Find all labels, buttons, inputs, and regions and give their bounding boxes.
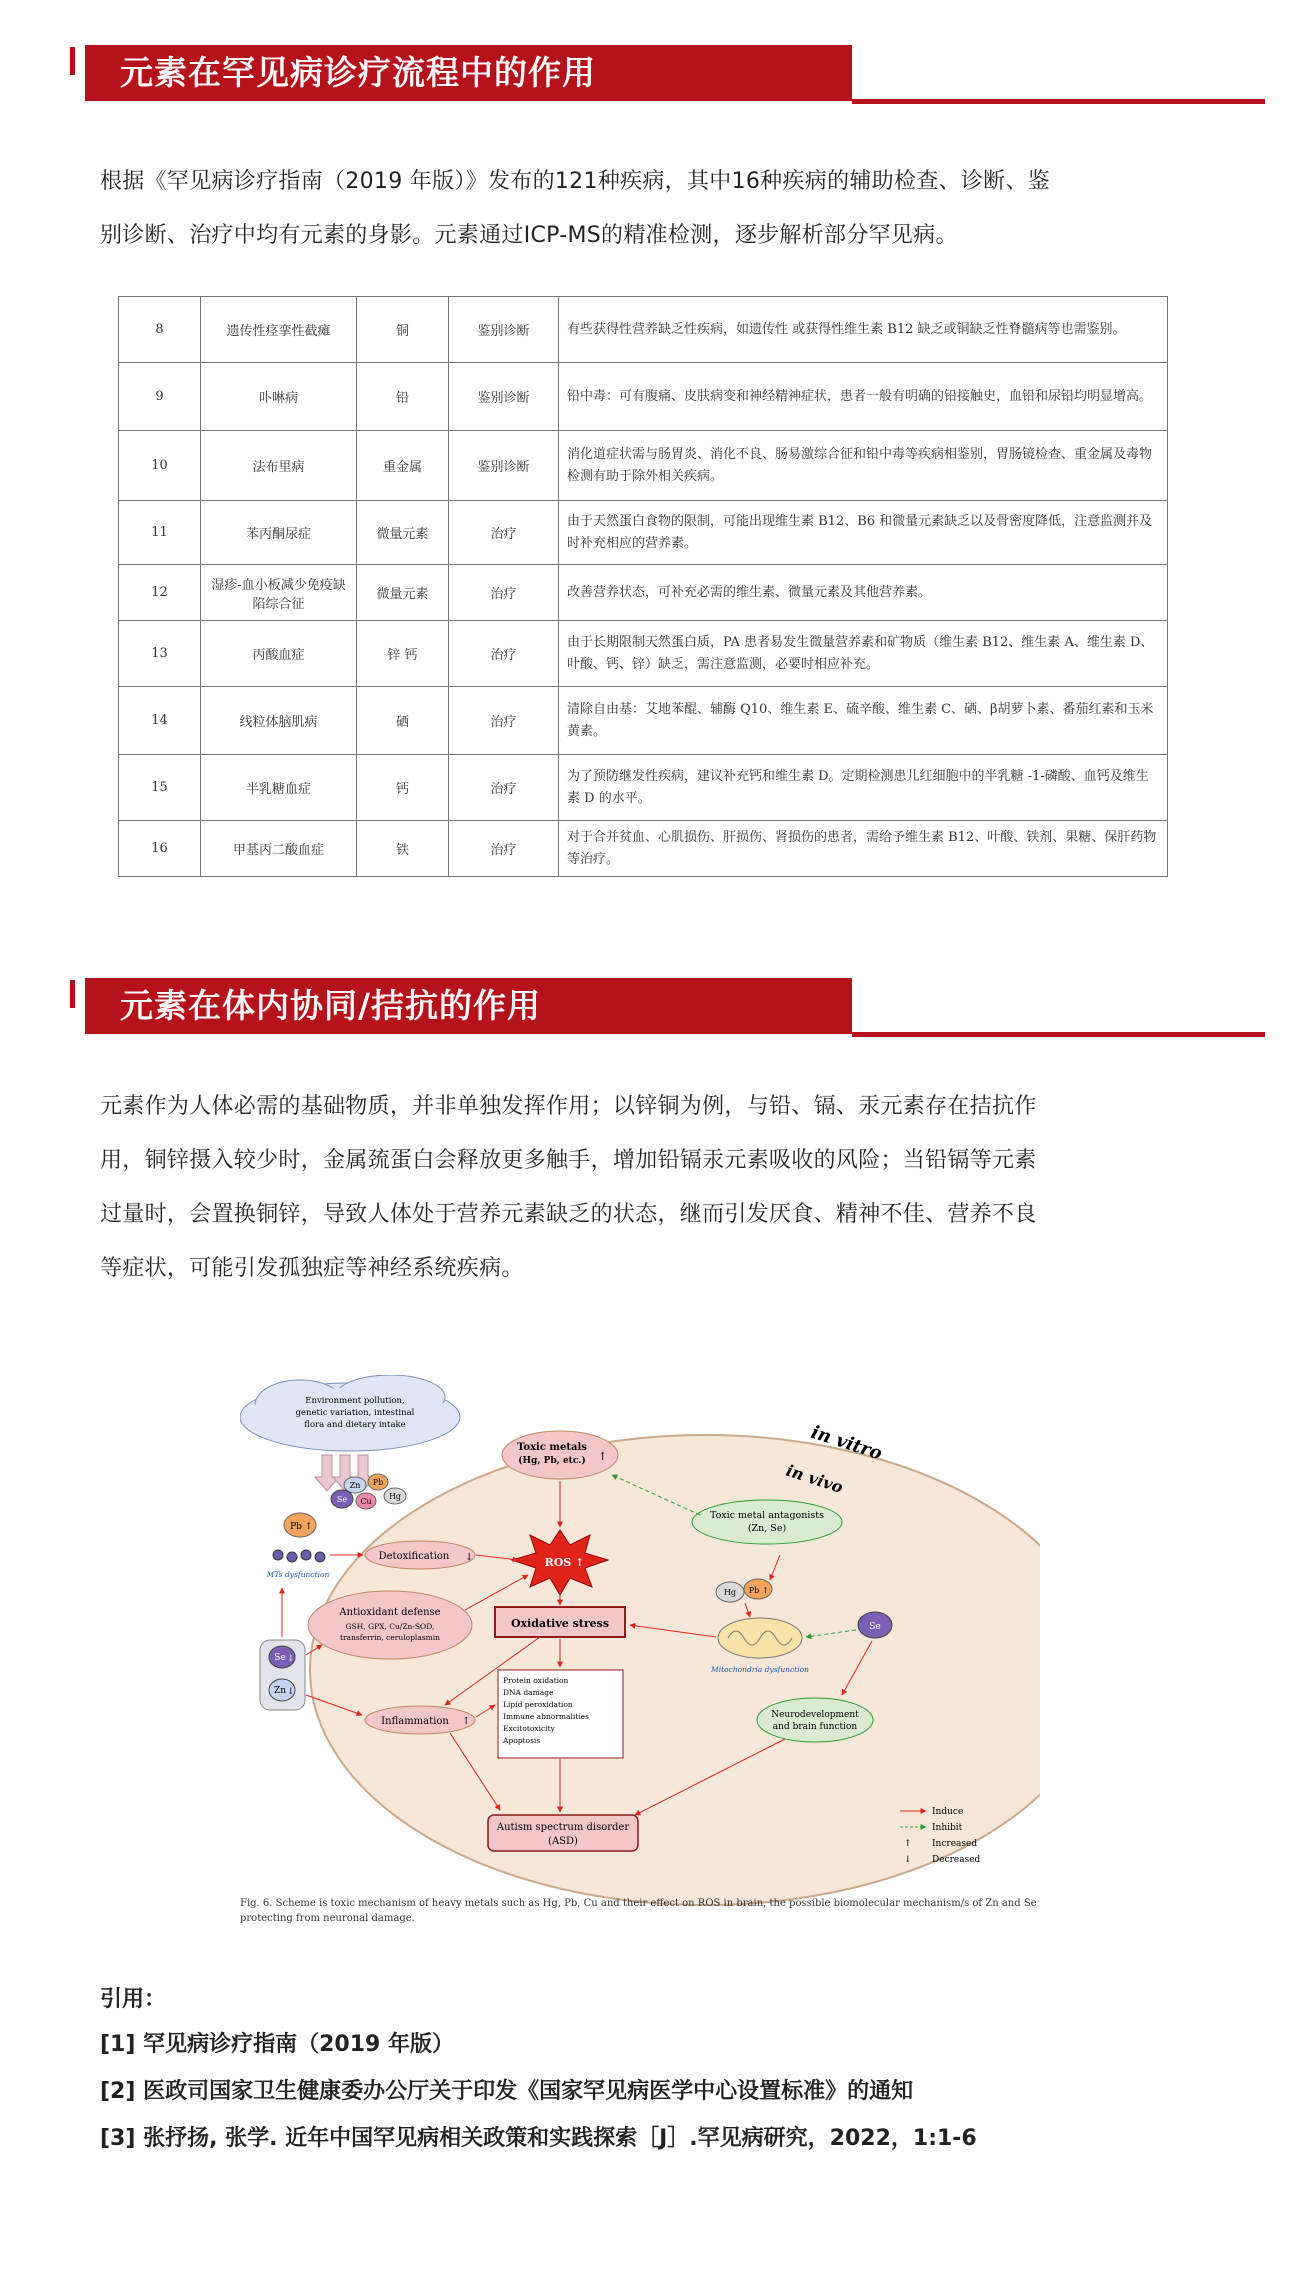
header-accent-tick — [70, 47, 75, 75]
section-title: 元素在体内协同/拮抗的作用 — [120, 986, 542, 1025]
cloud-text: flora and dietary intake — [304, 1420, 406, 1430]
caption-line: protecting from neuronal damage. — [240, 1913, 415, 1924]
neuro-label: Neurodevelopment — [771, 1710, 859, 1720]
increased-icon: ↑ — [305, 1522, 313, 1532]
antioxidant-items: transferrin, ceruloplasmin — [340, 1633, 440, 1642]
se-label: Se — [869, 1622, 881, 1632]
oxidative-stress-label: Oxidative stress — [510, 1617, 610, 1630]
header-bar — [85, 978, 852, 1034]
pb-atom: Pb — [372, 1478, 384, 1487]
table-row — [119, 821, 1168, 877]
usage-cell: 鉴别诊断 — [449, 431, 559, 501]
antagonists-label: Toxic metal antagonists — [709, 1510, 825, 1521]
section-title: 元素在罕见病诊疗流程中的作用 — [120, 53, 596, 92]
antagonists-label: (Zn, Se) — [747, 1523, 787, 1534]
in-vivo-label: in vivo — [783, 1460, 846, 1497]
hg-label: Hg — [723, 1588, 737, 1597]
description-cell: 对于合并贫血、心肌损伤、肝损伤、肾损伤的患者，需给予维生素 B12、叶酸、铁剂、果糖、保肝药物等治疗。 — [559, 821, 1168, 877]
effect-item: Apoptosis — [503, 1736, 541, 1745]
toxic-metal-mechanism-diagram — [240, 1375, 1040, 1945]
antioxidant-items: GSH, GPX, Cu/Zn-SOD, — [345, 1622, 435, 1631]
description-cell: 消化道症状需与肠胃炎、消化不良、肠易激综合征和铅中毒等疾病相鉴别，胃肠镜检查、重金属及毒物检测有助于除外相关疾病。 — [559, 431, 1168, 501]
paragraph-line: 用，铜锌摄入较少时，金属巯蛋白会释放更多触手，增加铅镉汞元素吸收的风险；当铅镉等元素 — [100, 1148, 1037, 1173]
effect-item: Immune abnormalities — [503, 1712, 589, 1721]
usage-cell: 鉴别诊断 — [449, 297, 559, 363]
header-underline — [852, 1032, 1265, 1037]
in-vivo-ellipse — [310, 1435, 1040, 1905]
references-heading: 引用： — [100, 1987, 167, 2012]
mito-dysfunction-label: Mitochondria dysfunction — [711, 1665, 809, 1674]
cloud-text: Environment pollution, — [305, 1396, 405, 1406]
decreased-icon: ↓ — [287, 1654, 295, 1664]
element-cell: 铜 — [357, 297, 449, 363]
disease-cell: 卟啉病 — [201, 363, 357, 431]
table-row — [119, 501, 1168, 565]
environment-cloud — [240, 1375, 460, 1451]
header-underline — [852, 99, 1265, 104]
table-row — [119, 621, 1168, 687]
element-cell: 铅 — [357, 363, 449, 431]
section1-paragraph — [100, 155, 1190, 263]
cloud-text: genetic variation, intestinal — [295, 1408, 415, 1418]
element-cell: 铁 — [357, 821, 449, 877]
legend-decreased: Decreased — [932, 1855, 981, 1865]
se-label: Se — [274, 1653, 286, 1663]
row-number: 9 — [119, 363, 201, 431]
disease-cell: 湿疹-血小板减少免疫缺陷综合征 — [201, 565, 357, 621]
antioxidant-title: Antioxidant defense — [339, 1607, 441, 1618]
legend-induce: Induce — [932, 1807, 964, 1817]
usage-cell: 治疗 — [449, 621, 559, 687]
description-cell: 改善营养状态，可补充必需的维生素、微量元素及其他营养素。 — [559, 565, 1168, 621]
element-cell: 硒 — [357, 687, 449, 755]
mts-dysfunction-label: MTs dysfunction — [266, 1570, 330, 1579]
description-cell: 由于长期限制天然蛋白质，PA 患者易发生微量营养素和矿物质（维生素 B12、维生素 A、维生素 D、叶酸、钙、锌）缺乏，需注意监测，必要时相应补充。 — [559, 621, 1168, 687]
row-number: 16 — [119, 821, 201, 877]
decreased-icon: ↓ — [465, 1552, 474, 1563]
increased-icon: ↑ — [598, 1450, 608, 1463]
detox-label: Detoxification — [378, 1551, 450, 1562]
toxic-metals-label: (Hg, Pb, etc.) — [518, 1456, 586, 1466]
paragraph-line: 元素作为人体必需的基础物质，并非单独发挥作用；以锌铜为例，与铅、镉、汞元素存在拮抗作 — [100, 1094, 1037, 1119]
reference-item: [3] 张抒扬, 张学. 近年中国罕见病相关政策和实践探索［J］.罕见病研究，2022，1:1-6 — [100, 2126, 977, 2151]
rare-disease-element-table — [118, 296, 1168, 877]
element-cell: 钙 — [357, 755, 449, 821]
paragraph-line: 别诊断、治疗中均有元素的身影。元素通过ICP-MS的精准检测，逐步解析部分罕见病。 — [100, 223, 958, 248]
paragraph-line: 过量时，会置换铜锌，导致人体处于营养元素缺乏的状态，继而引发厌食、精神不佳、营养不良 — [100, 1202, 1037, 1227]
header-accent-tick — [70, 980, 75, 1008]
reference-item: [2] 医政司国家卫生健康委办公厅关于印发《国家罕见病医学中心设置标准》的通知 — [100, 2079, 914, 2104]
element-cell: 微量元素 — [357, 565, 449, 621]
asd-label: Autism spectrum disorder — [496, 1822, 630, 1833]
table-row — [119, 565, 1168, 621]
decreased-icon: ↓ — [287, 1687, 295, 1697]
legend-increased: Increased — [932, 1839, 978, 1849]
section-header-2 — [70, 978, 1195, 1034]
table-row — [119, 363, 1168, 431]
description-cell: 由于天然蛋白食物的限制，可能出现维生素 B12、B6 和微量元素缺乏以及骨密度降低，注意监测并及时补充相应的营养素。 — [559, 501, 1168, 565]
increased-icon: ↑ — [762, 1586, 769, 1595]
usage-cell: 治疗 — [449, 501, 559, 565]
increased-icon: ↑ — [904, 1839, 912, 1849]
usage-cell: 治疗 — [449, 687, 559, 755]
row-number: 11 — [119, 501, 201, 565]
figure-caption — [240, 1896, 1060, 1926]
disease-cell: 甲基丙二酸血症 — [201, 821, 357, 877]
element-cell: 微量元素 — [357, 501, 449, 565]
description-cell: 清除自由基：艾地苯醌、辅酶 Q10、维生素 E、硫辛酸、维生素 C、硒、β胡萝卜素、番茄红素和玉米黄素。 — [559, 687, 1168, 755]
zn-label: Zn — [273, 1686, 287, 1696]
zn-atom: Zn — [349, 1481, 361, 1490]
disease-cell: 丙酸血症 — [201, 621, 357, 687]
increased-icon: ↑ — [575, 1556, 585, 1569]
neuro-label: and brain function — [772, 1722, 858, 1732]
asd-label: (ASD) — [548, 1836, 578, 1847]
row-number: 10 — [119, 431, 201, 501]
increased-icon: ↑ — [462, 1716, 471, 1727]
description-cell: 为了预防继发性疾病，建议补充钙和维生素 D。定期检测患儿红细胞中的半乳糖 -1-磷酸、血钙及维生素 D 的水平。 — [559, 755, 1168, 821]
section2-paragraph — [100, 1080, 1190, 1296]
row-number: 15 — [119, 755, 201, 821]
description-cell: 铅中毒：可有腹痛、皮肤病变和神经精神症状，患者一般有明确的铅接触史，血铅和尿铅均明显增高。 — [559, 363, 1168, 431]
header-bar — [85, 45, 852, 101]
row-number: 14 — [119, 687, 201, 755]
pb-label: Pb — [748, 1586, 760, 1595]
effect-item: Protein oxidation — [503, 1676, 569, 1685]
se-atom: Se — [336, 1495, 348, 1504]
table-row — [119, 755, 1168, 821]
disease-cell: 线粒体脑肌病 — [201, 687, 357, 755]
pb-label: Pb — [290, 1522, 302, 1532]
usage-cell: 鉴别诊断 — [449, 363, 559, 431]
reference-item: [1] 罕见病诊疗指南（2019 年版） — [100, 2032, 454, 2057]
table-row — [119, 297, 1168, 363]
row-number: 13 — [119, 621, 201, 687]
paragraph-line: 根据《罕见病诊疗指南（2019 年版）》发布的121种疾病，其中16种疾病的辅助检查、诊断、鉴 — [100, 169, 1051, 194]
legend-inhibit: Inhibit — [932, 1823, 963, 1833]
decreased-icon: ↓ — [904, 1855, 912, 1865]
mts-protein-icon — [273, 1550, 325, 1562]
hg-atom: Hg — [388, 1492, 402, 1501]
toxic-metals-label: Toxic metals — [517, 1442, 587, 1453]
disease-cell: 苯丙酮尿症 — [201, 501, 357, 565]
cu-atom: Cu — [360, 1497, 372, 1506]
effect-item: DNA damage — [503, 1688, 554, 1697]
disease-cell: 遗传性痉挛性截瘫 — [201, 297, 357, 363]
inflammation-label: Inflammation — [381, 1716, 449, 1727]
disease-cell: 半乳糖血症 — [201, 755, 357, 821]
section-header-1 — [70, 45, 1195, 101]
in-vitro-label: in vitro — [808, 1421, 885, 1465]
element-cell: 锌 钙 — [357, 621, 449, 687]
paragraph-line: 等症状，可能引发孤独症等神经系统疾病。 — [100, 1256, 524, 1281]
row-number: 8 — [119, 297, 201, 363]
usage-cell: 治疗 — [449, 821, 559, 877]
table-row — [119, 687, 1168, 755]
usage-cell: 治疗 — [449, 755, 559, 821]
caption-line: Fig. 6. Scheme is toxic mechanism of heavy metals such as Hg, Pb, Cu and their effect on ROS in brain, the possible biomolecular mechanism/s of Zn and Se — [240, 1898, 1037, 1909]
table-row — [119, 431, 1168, 501]
effect-item: Lipid peroxidation — [503, 1700, 573, 1709]
description-cell: 有些获得性营养缺乏性疾病，如遗传性 或获得性维生素 B12 缺乏或铜缺乏性脊髓病等也需鉴别。 — [559, 297, 1168, 363]
disease-cell: 法布里病 — [201, 431, 357, 501]
element-cell: 重金属 — [357, 431, 449, 501]
usage-cell: 治疗 — [449, 565, 559, 621]
effect-item: Excitotoxicity — [503, 1724, 555, 1733]
row-number: 12 — [119, 565, 201, 621]
ros-label: ROS — [544, 1556, 572, 1569]
